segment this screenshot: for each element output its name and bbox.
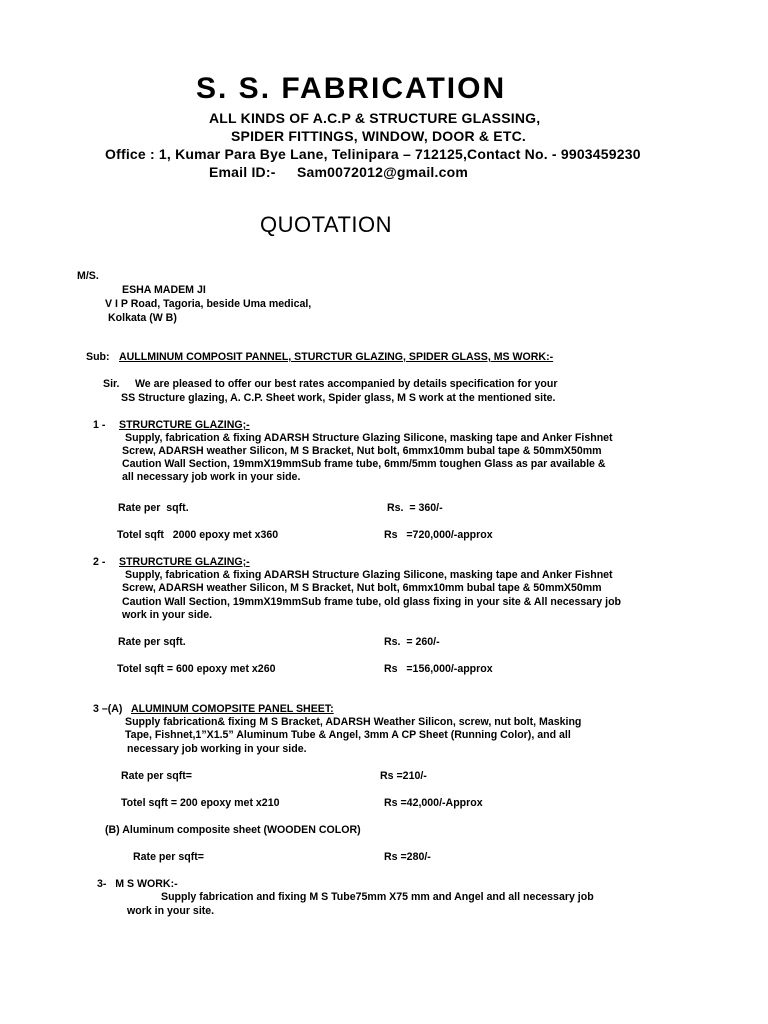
subject-label: Sub: [86,351,110,363]
item-description-line: Caution Wall Section, 19mmX19mmSub frame tube, 6mm/5mm toughen Glass as par available & [122,458,606,470]
document-title: QUOTATION [260,212,393,237]
rate-label: Rate per sqft= [133,851,204,863]
rate-label: Rate per sqft. [118,636,186,648]
rate-value: Rs. = 260/- [384,636,440,648]
item-number: 2 - [93,556,106,568]
total-value: Rs =42,000/-Approx [384,797,483,809]
salutation: Sir. [103,378,120,390]
item-description-line: Supply, fabrication & fixing ADARSH Structure Glazing Silicone, masking tape and Anker Fishnet [125,432,613,444]
company-email: Sam0072012@gmail.com [297,164,468,180]
item-heading: STRURCTURE GLAZING;- [119,556,250,568]
recipient-address-1: V I P Road, Tagoria, beside Uma medical, [105,298,312,310]
recipient-name: ESHA MADEM JI [122,284,206,296]
recipient-prefix: M/S. [77,270,99,282]
company-tagline-1: ALL KINDS OF A.C.P & STRUCTURE GLASSING, [209,110,541,126]
ms-work-heading: 3- M S WORK:- [97,878,178,890]
total-value: Rs =720,000/-approx [384,529,493,541]
total-label: Totel sqft = 200 epoxy met x210 [121,797,280,809]
rate-value: Rs =280/- [384,851,431,863]
item-b-heading: (B) Aluminum composite sheet (WOODEN COLOR) [105,824,361,836]
item-description-line: Screw, ADARSH weather Silicon, M S Bracket, Nut bolt, 6mmx10mm bubal tape & 50mmX50mm [122,582,602,594]
intro-line-2: SS Structure glazing, A. C.P. Sheet work, Spider glass, M S work at the mentioned site. [121,392,556,404]
item-heading: ALUMINUM COMOPSITE PANEL SHEET: [131,703,334,715]
total-value: Rs =156,000/-approx [384,663,493,675]
item-description-line: Caution Wall Section, 19mmX19mmSub frame tube, old glass fixing in your site & All necessary job [122,596,622,608]
intro-line-1: We are pleased to offer our best rates accompanied by details specification for your [135,378,558,390]
item-description-line: work in your side. [122,609,213,621]
rate-label: Rate per sqft. [118,502,189,514]
ms-work-line-1: Supply fabrication and fixing M S Tube75mm X75 mm and Angel and all necessary job [161,891,594,903]
item-description-line: Supply, fabrication & fixing ADARSH Structure Glazing Silicone, masking tape and Anker Fishnet [125,569,613,581]
item-description-line: necessary job working in your side. [127,743,307,755]
item-number: 3 –(A) [93,703,123,715]
item-heading: STRURCTURE GLAZING;- [119,419,250,431]
item-description-line: all necessary job work in your side. [122,471,301,483]
company-tagline-2: SPIDER FITTINGS, WINDOW, DOOR & ETC. [231,128,526,144]
total-label: Totel sqft = 600 epoxy met x260 [117,663,276,675]
rate-value: Rs =210/- [380,770,427,782]
item-description-line: Screw, ADARSH weather Silicon, M S Bracket, Nut bolt, 6mmx10mm bubal tape & 50mmX50mm [122,445,602,457]
ms-work-line-2: work in your site. [127,905,215,917]
item-number: 1 - [93,419,106,431]
rate-value: Rs. = 360/- [387,502,443,514]
item-description-line: Supply fabrication& fixing M S Bracket, ADARSH Weather Silicon, screw, nut bolt, Masking [125,716,582,728]
company-email-label: Email ID:- [209,164,276,180]
company-name: S. S. FABRICATION [196,72,507,105]
total-label: Totel sqft 2000 epoxy met x360 [117,529,279,541]
rate-label: Rate per sqft= [121,770,192,782]
company-office-address: Office : 1, Kumar Para Bye Lane, Telinipara – 712125,Contact No. - 9903459230 [105,146,641,162]
item-description-line: Tape, Fishnet,1”X1.5” Aluminum Tube & Angel, 3mm A CP Sheet (Running Color), and all [125,729,571,741]
recipient-address-2: Kolkata (W B) [108,312,177,324]
subject-text: AULLMINUM COMPOSIT PANNEL, STURCTUR GLAZING, SPIDER GLASS, MS WORK:- [119,351,554,363]
